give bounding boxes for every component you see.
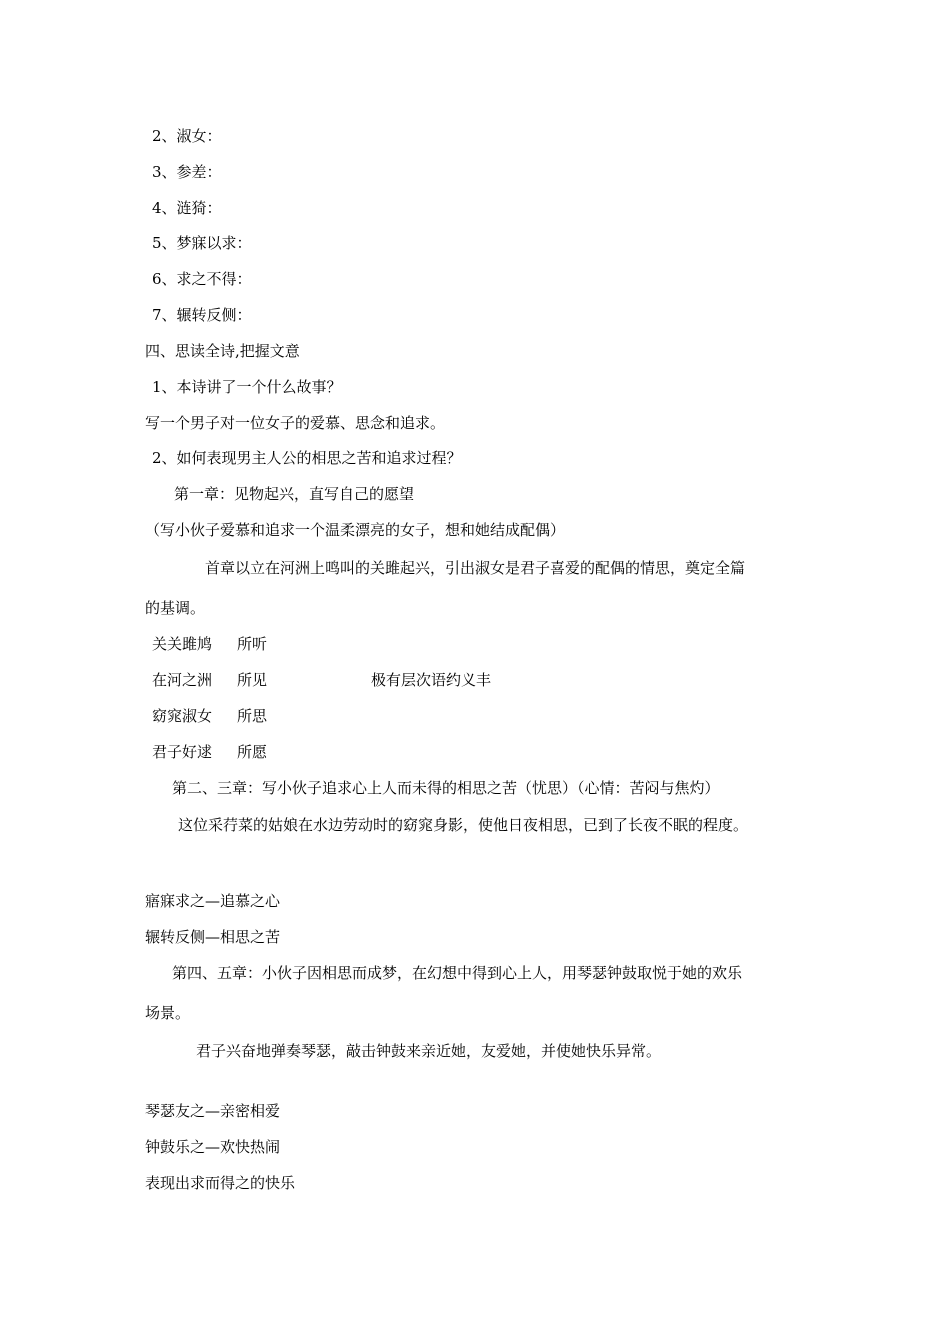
answer-1: 写一个男子对一位女子的爱慕、思念和追求。: [145, 414, 446, 432]
chapter45-point1: 琴瑟友之—亲密相爱: [145, 1102, 281, 1120]
chapter45-analysis: 君子兴奋地弹奏琴瑟，敲击钟鼓来亲近她，友爱她，并使她快乐异常。: [196, 1042, 662, 1060]
vocab-item-4: 4、涟猗：: [152, 199, 222, 217]
vocab-item-2: 2、淑女：: [152, 127, 222, 145]
chapter23-analysis: 这位采荇菜的姑娘在水边劳动时的窈窕身影，使他日夜相思，已到了长夜不眠的程度。: [178, 816, 749, 834]
verse-sense-4: 所愿: [237, 743, 268, 761]
chapter1-note: （写小伙子爱慕和追求一个温柔漂亮的女子，想和她结成配偶）: [145, 521, 566, 539]
chapter45-point2: 钟鼓乐之—欢快热闹: [145, 1138, 281, 1156]
chapter23-point2: 辗转反侧—相思之苦: [145, 928, 281, 946]
verse-sense-1: 所听: [237, 635, 268, 653]
verse-line-1: 关关雎鸠: [152, 635, 213, 653]
verse-line-4: 君子好逑: [152, 743, 213, 761]
verse-comment: 极有层次语约义丰: [371, 671, 492, 689]
question-1: 1、本诗讲了一个什么故事？: [152, 378, 342, 396]
chapter1-title: 第一章：见物起兴，直写自己的愿望: [174, 485, 415, 503]
verse-line-2: 在河之洲: [152, 671, 213, 689]
chapter45-title-line1: 第四、五章：小伙子因相思而成梦，在幻想中得到心上人，用琴瑟钟鼓取悦于她的欢乐: [172, 964, 743, 982]
vocab-item-5: 5、梦寐以求：: [152, 234, 252, 252]
verse-sense-2: 所见: [237, 671, 268, 689]
vocab-item-3: 3、参差：: [152, 163, 222, 181]
vocab-item-7: 7、辗转反侧：: [152, 306, 252, 324]
chapter45-title-line2: 场景。: [145, 1004, 191, 1022]
chapter1-analysis-line2: 的基调。: [145, 599, 206, 617]
question-2: 2、如何表现男主人公的相思之苦和追求过程？: [152, 449, 462, 467]
verse-line-3: 窈窕淑女: [152, 707, 213, 725]
vocab-item-6: 6、求之不得：: [152, 270, 252, 288]
chapter23-point1: 寤寐求之—追慕之心: [145, 892, 281, 910]
verse-sense-3: 所思: [237, 707, 268, 725]
section-four-heading: 四、思读全诗,把握文意: [145, 342, 300, 360]
chapter1-analysis-line1: 首章以立在河洲上鸣叫的关雎起兴，引出淑女是君子喜爱的配偶的情思，奠定全篇: [205, 559, 746, 577]
chapter45-point3: 表现出求而得之的快乐: [145, 1174, 296, 1192]
chapter23-title: 第二、三章：写小伙子追求心上人而未得的相思之苦（忧思）（心情：苦闷与焦灼）: [172, 779, 720, 797]
